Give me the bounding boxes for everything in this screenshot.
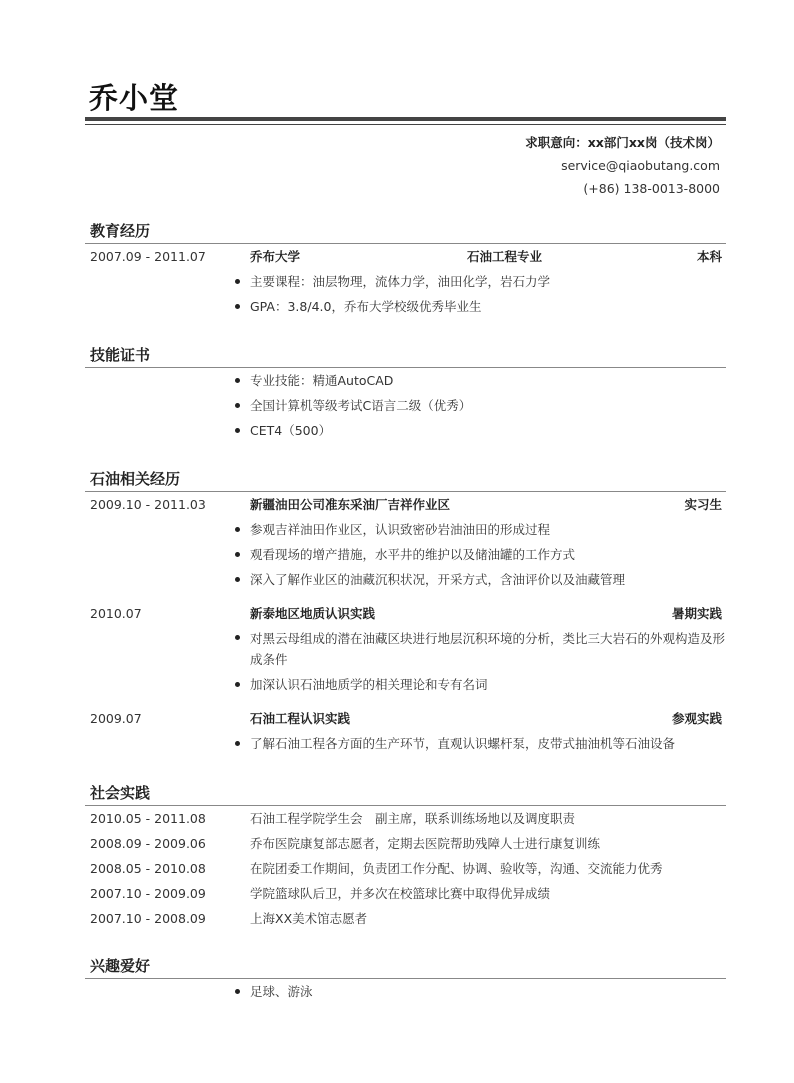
experience-date: 2009.07	[90, 711, 142, 726]
section-title: 社会实践	[90, 784, 151, 802]
skills-bullets	[234, 368, 726, 443]
candidate-name: 乔小堂	[89, 81, 180, 115]
list-item: 足球、游泳	[234, 979, 726, 1004]
list-item: 参观吉祥油田作业区，认识致密砂岩油油田的形成过程	[234, 517, 726, 542]
experience-role: 实习生	[684, 497, 722, 512]
experience-org: 新疆油田公司准东采油厂吉祥作业区	[250, 497, 451, 512]
list-item: 专业技能：精通AutoCAD	[234, 368, 726, 393]
practice-date: 2007.10 - 2008.09	[90, 911, 206, 926]
list-item: 加深认识石油地质学的相关理论和专有名词	[234, 672, 726, 697]
list-item: GPA：3.8/4.0，乔布大学校级优秀毕业生	[234, 294, 726, 319]
experience-bullets	[234, 626, 726, 697]
experience-date: 2010.07	[90, 606, 142, 621]
list-item	[85, 881, 726, 906]
hobby-bullets	[234, 979, 726, 1004]
section-title: 兴趣爱好	[90, 957, 151, 975]
phone-text: (+86) 138-0013-8000	[583, 181, 720, 196]
education-section	[85, 220, 726, 319]
list-item: CET4（500）	[234, 418, 726, 443]
practice-date: 2010.05 - 2011.08	[90, 811, 206, 826]
list-item: 了解石油工程各方面的生产环节，直观认识螺杆泵，皮带式抽油机等石油设备	[234, 731, 726, 756]
list-item	[85, 856, 726, 881]
job-intent: 求职意向：xx部门xx岗（技术岗）	[525, 135, 720, 150]
section-title: 技能证书	[90, 346, 151, 364]
experience-org: 石油工程认识实践	[250, 711, 351, 726]
list-item	[85, 806, 726, 831]
experience-row	[85, 492, 726, 517]
practice-date: 2007.10 - 2009.09	[90, 886, 206, 901]
list-item	[85, 831, 726, 856]
list-item: 观看现场的增产措施，水平井的维护以及储油罐的工作方式	[234, 542, 726, 567]
experience-role: 暑期实践	[671, 606, 722, 621]
experience-row	[85, 706, 726, 731]
practice-date: 2008.09 - 2009.06	[90, 836, 206, 851]
experience-date: 2009.10 - 2011.03	[90, 497, 206, 512]
list-item	[85, 906, 726, 931]
skills-section	[85, 344, 726, 443]
school-name: 乔布大学	[250, 249, 301, 264]
list-item: 对黑云母组成的潜在油藏区块进行地层沉积环境的分析，类比三大岩石的外观构造及形成条件	[234, 626, 726, 672]
education-date: 2007.09 - 2011.07	[90, 249, 206, 264]
list-item: 深入了解作业区的油藏沉积状况，开采方式，含油评价以及油藏管理	[234, 567, 726, 592]
experience-bullets	[234, 731, 726, 756]
degree-label: 本科	[696, 249, 722, 264]
practice-date: 2008.05 - 2010.08	[90, 861, 206, 876]
practice-desc: 上海XX美术馆志愿者	[250, 911, 368, 926]
experience-row	[85, 601, 726, 626]
practice-desc: 乔布医院康复部志愿者，定期去医院帮助残障人士进行康复训练	[250, 836, 601, 851]
oil-experience-section	[85, 468, 726, 756]
practice-desc: 石油工程学院学生会 副主席，联系训练场地以及调度职责	[250, 811, 576, 826]
email-text: service@qiaobutang.com	[561, 158, 720, 173]
social-practice-section	[85, 782, 726, 931]
experience-role: 参观实践	[671, 711, 722, 726]
hobby-section	[85, 955, 726, 1004]
education-row	[85, 244, 726, 269]
section-title: 教育经历	[90, 222, 151, 240]
section-title: 石油相关经历	[90, 470, 181, 488]
experience-bullets	[234, 517, 726, 592]
header-rule-thick	[85, 117, 726, 121]
header-rule-thin	[85, 124, 726, 125]
education-bullets	[234, 269, 726, 319]
major-name: 石油工程专业	[467, 249, 543, 264]
list-item: 主要课程：油层物理，流体力学，油田化学，岩石力学	[234, 269, 726, 294]
experience-org: 新泰地区地质认识实践	[250, 606, 376, 621]
list-item: 全国计算机等级考试C语言二级（优秀）	[234, 393, 726, 418]
practice-desc: 学院篮球队后卫，并多次在校篮球比赛中取得优异成绩	[250, 886, 551, 901]
contact-block	[525, 131, 720, 200]
practice-desc: 在院团委工作期间，负责团工作分配、协调、验收等，沟通、交流能力优秀	[250, 861, 663, 876]
